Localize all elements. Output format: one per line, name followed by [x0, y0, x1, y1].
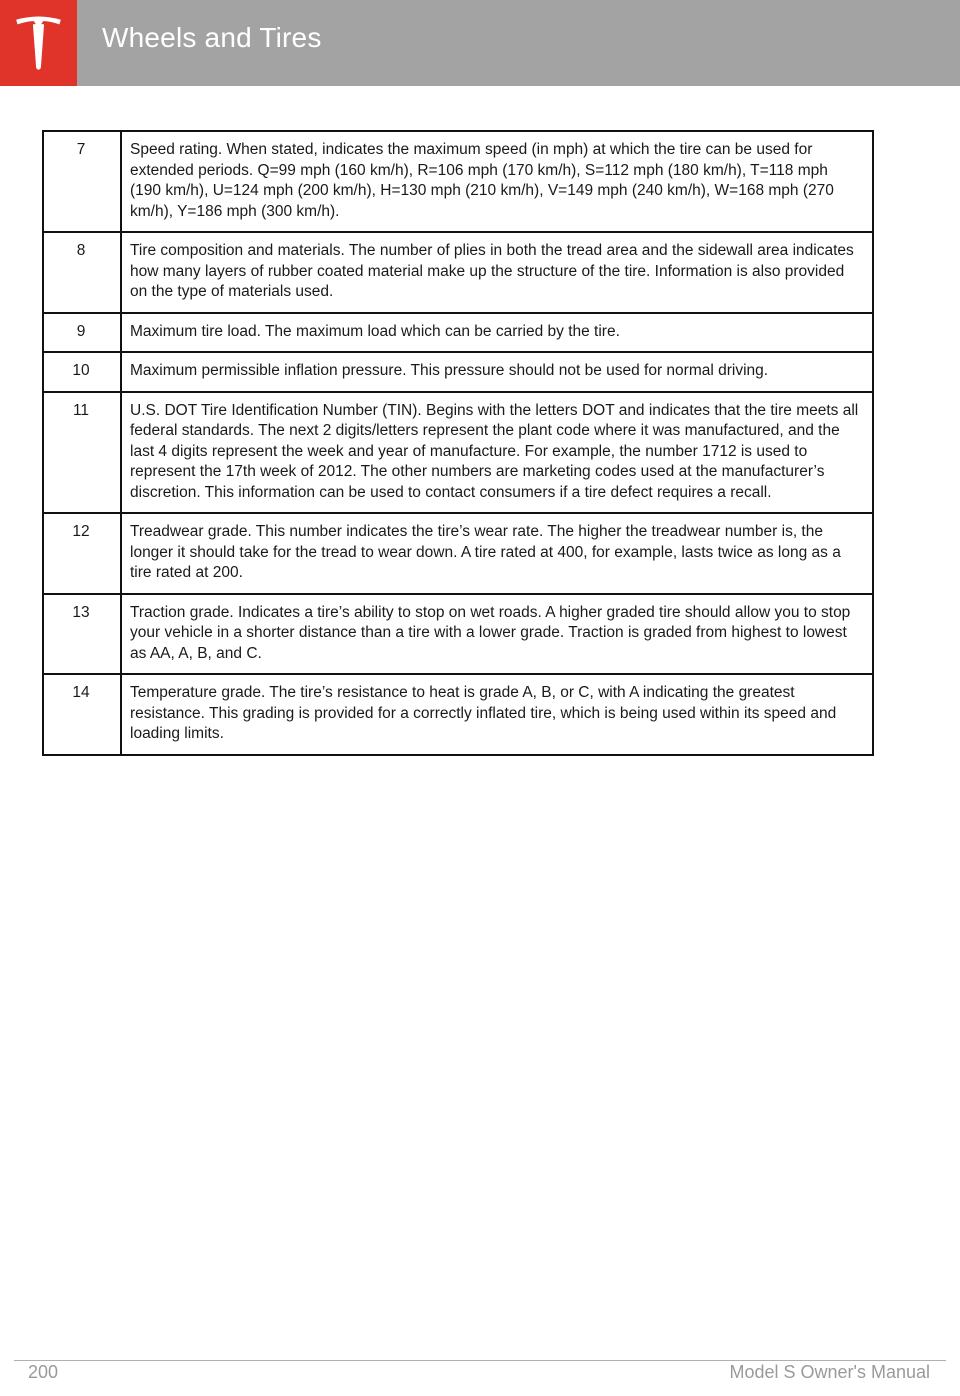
footer-divider: [14, 1360, 946, 1361]
table-row: [43, 674, 873, 755]
section-title: Wheels and Tires: [102, 22, 322, 53]
row-description: Maximum permissible inflation pressure. This pressure should not be used for normal driving.: [121, 352, 873, 392]
row-number: 11: [43, 392, 121, 514]
row-number: 10: [43, 352, 121, 392]
row-number: 9: [43, 313, 121, 353]
row-number: 13: [43, 594, 121, 675]
row-number: 14: [43, 674, 121, 755]
table-row: [43, 232, 873, 313]
row-description: Tire composition and materials. The number of plies in both the tread area and the sidewall area indicates how many layers of rubber coated material make up the structure of the tire. Information is also provided on the type of materials used.: [121, 232, 873, 313]
table-row: [43, 131, 873, 232]
row-description: Maximum tire load. The maximum load which can be carried by the tire.: [121, 313, 873, 353]
manual-title: Model S Owner's Manual: [729, 1362, 930, 1382]
tesla-logo-icon: [15, 16, 62, 70]
table-row: [43, 392, 873, 514]
row-number: 7: [43, 131, 121, 232]
brand-logo-box: [0, 0, 77, 86]
table-row: [43, 313, 873, 353]
row-description: Treadwear grade. This number indicates the tire’s wear rate. The higher the treadwear number is, the longer it should take for the tread to wear down. A tire rated at 400, for example, lasts twice as long as a tire rated at 200.: [121, 513, 873, 594]
row-description: Temperature grade. The tire’s resistance to heat is grade A, B, or C, with A indicating the greatest resistance. This grading is provided for a correctly inflated tire, which is being used within its speed and loading limits.: [121, 674, 873, 755]
page-number: 200: [28, 1362, 59, 1382]
row-number: 12: [43, 513, 121, 594]
row-description: U.S. DOT Tire Identification Number (TIN). Begins with the letters DOT and indicates that the tire meets all federal standards. The next 2 digits/letters represent the plant code where it was manufactured, and the last 4 digits represent the week and year of manufacture. For example, the number 1712 is used to represent the 17th week of 2012. The other numbers are marketing codes used at the manufacturer’s discretion. This information can be used to contact consumers if a tire defect requires a recall.: [121, 392, 873, 514]
tire-markings-table: [42, 130, 874, 756]
table-row: [43, 594, 873, 675]
page-header: [0, 0, 960, 86]
table-row: [43, 513, 873, 594]
row-description: Speed rating. When stated, indicates the maximum speed (in mph) at which the tire can be used for extended periods. Q=99 mph (160 km/h), R=106 mph (170 km/h), S=112 mph (180 km/h), T=118 mph (190 km/h), U=124 mph (200 km/h), H=130 mph (210 km/h), V=149 mph (240 km/h), W=168 mph (270 km/h), Y=186 mph (300 km/h).: [121, 131, 873, 232]
row-description: Traction grade. Indicates a tire’s ability to stop on wet roads. A higher graded tire should allow you to stop your vehicle in a shorter distance than a tire with a lower grade. Traction is graded from highest to lowest as AA, A, B, and C.: [121, 594, 873, 675]
table-row: [43, 352, 873, 392]
row-number: 8: [43, 232, 121, 313]
